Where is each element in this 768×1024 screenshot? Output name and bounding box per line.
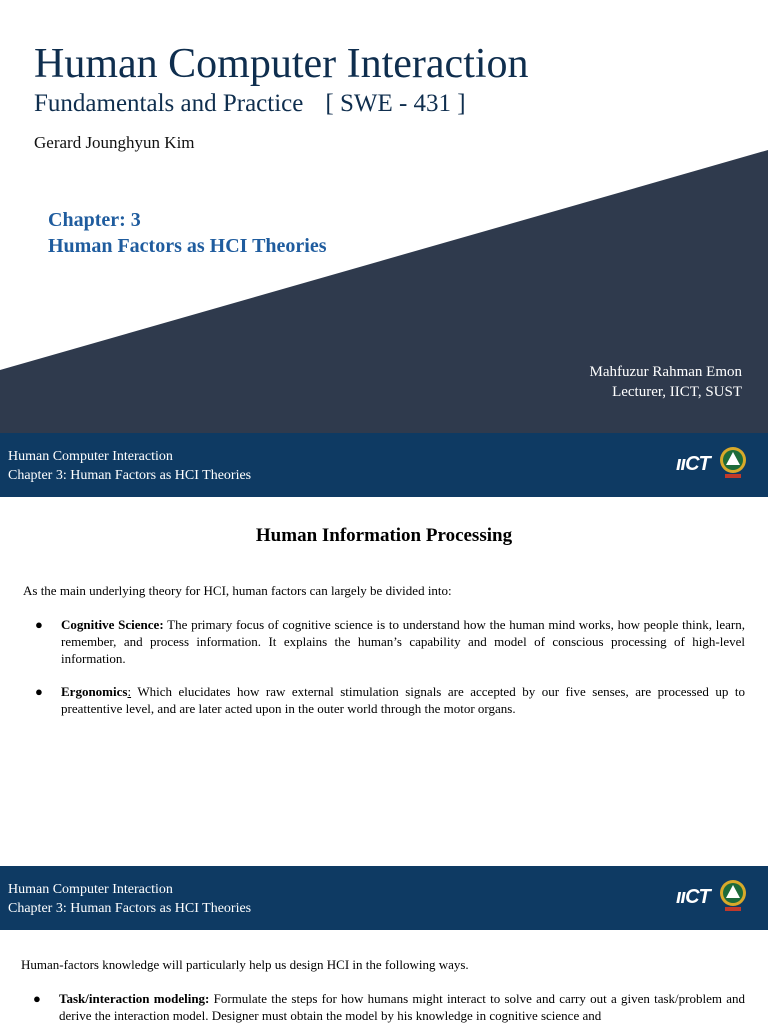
iict-logo xyxy=(676,445,750,485)
bullet-text: Which elucidates how raw external stimulation signals are accepted by our five senses, are processed up to preattentive level, and are later acted upon in the outer world through the motor organs. xyxy=(61,684,745,716)
bullet-term: Ergonomics xyxy=(61,684,128,699)
slide-intro: As the main underlying theory for HCI, human factors can largely be divided into: xyxy=(23,583,452,598)
slide-subtitle xyxy=(34,90,466,118)
header-course: Human Computer Interaction xyxy=(8,449,173,464)
header-course: Human Computer Interaction xyxy=(8,882,173,897)
presenter-role: Lecturer, IICT, SUST xyxy=(612,384,742,400)
header-chapter: Chapter 3: Human Factors as HCI Theories xyxy=(8,468,252,483)
book-author: Gerard Jounghyun Kim xyxy=(34,133,195,152)
course-code: [ SWE - 431 ] xyxy=(325,90,466,117)
slide-header-bar xyxy=(0,866,768,930)
logo-wordmark: ııCT xyxy=(676,453,710,475)
bullet-text: The primary focus of cognitive science is to understand how the human mind works, how people think, learn, remember, and process information. It explains the human’s capability and model of conscious processing of high-level information. xyxy=(61,617,745,666)
presenter-block xyxy=(590,362,742,402)
chapter-block xyxy=(48,207,327,259)
header-text xyxy=(8,880,251,918)
title-slide xyxy=(0,0,768,433)
logo-wordmark: ııCT xyxy=(676,886,710,908)
bullet-icon: ● xyxy=(35,684,43,699)
presenter-name: Mahfuzur Rahman Emon xyxy=(589,364,742,380)
list-item xyxy=(35,683,745,717)
slide-title: Human Computer Interaction xyxy=(34,41,529,87)
subtitle-text: Fundamentals and Practice xyxy=(34,90,304,117)
bullet-icon: ● xyxy=(33,991,41,1006)
header-chapter: Chapter 3: Human Factors as HCI Theories xyxy=(8,901,252,916)
university-emblem-icon xyxy=(718,878,748,914)
bullet-punct: : xyxy=(127,684,132,699)
university-emblem-icon xyxy=(718,445,748,481)
bullet-text: Formulate the steps for how humans might interact to solve and carry out a given task/problem and derive the interaction model. Designer must obtain the model by his knowledge in cognitive science and xyxy=(59,991,745,1023)
slide-intro: Human-factors knowledge will particularly help us design HCI in the following ways. xyxy=(21,957,469,972)
chapter-title: Human Factors as HCI Theories xyxy=(48,235,327,257)
bullet-term: Cognitive Science: xyxy=(61,617,164,632)
bullet-term: Task/interaction modeling: xyxy=(59,991,210,1006)
slide-header-bar xyxy=(0,433,768,497)
chapter-label: Chapter: 3 xyxy=(48,209,141,231)
bullet-icon: ● xyxy=(35,617,43,632)
list-item xyxy=(35,616,745,667)
header-text xyxy=(8,447,251,485)
iict-logo xyxy=(676,878,750,918)
list-item xyxy=(33,990,745,1024)
slide-heading: Human Information Processing xyxy=(255,525,513,546)
